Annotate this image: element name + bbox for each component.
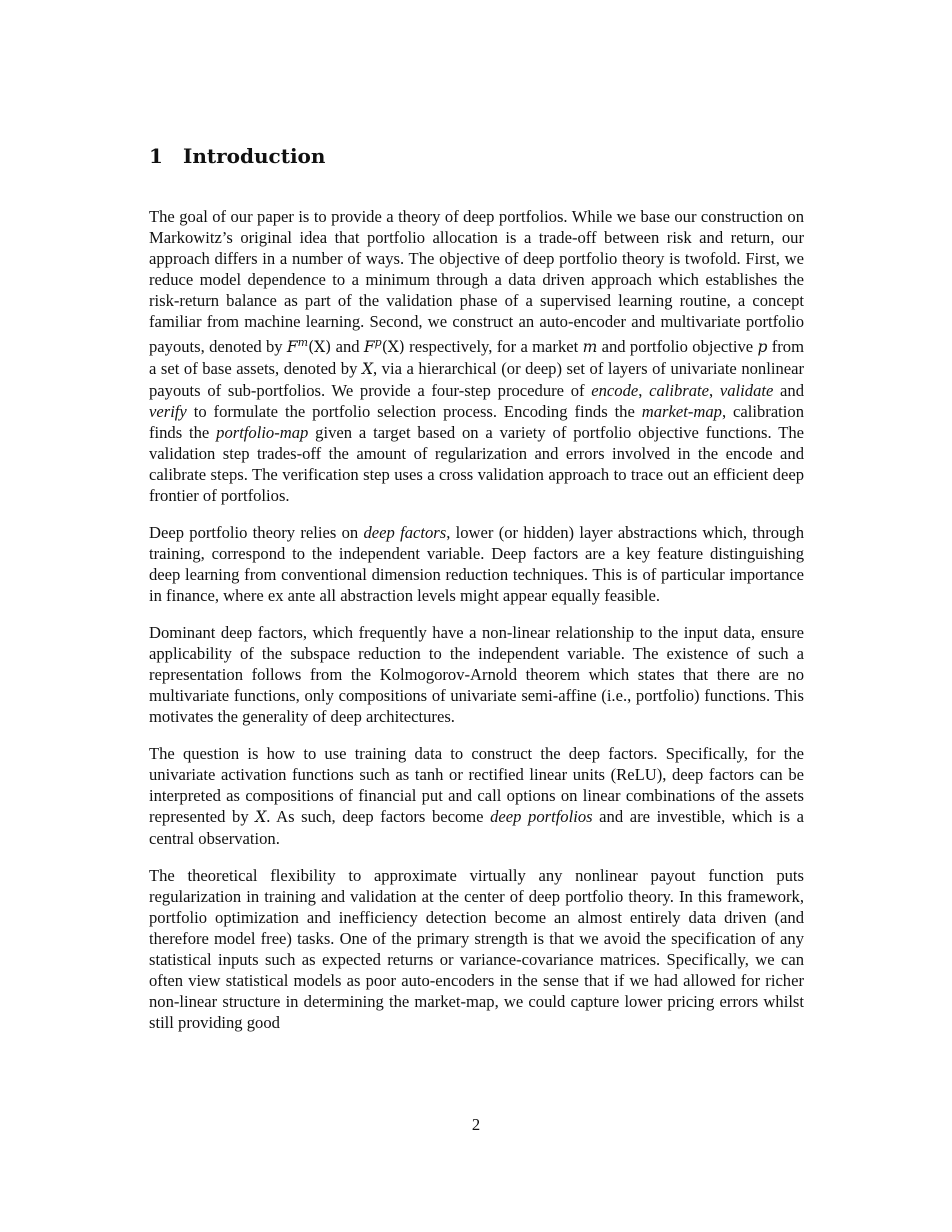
math-argument: (X)	[308, 338, 332, 356]
math-superscript: m	[297, 336, 309, 349]
emphasis-market-map: market-map	[641, 402, 722, 421]
math-argument: (X)	[381, 338, 405, 356]
emphasis-calibrate: calibrate	[649, 381, 710, 400]
paragraph-3: Dominant deep factors, which frequently have a non-linear relationship to the input data, ensure applicability of the subspace reduction to the independent variable. The existence of such a representation follows from the Kolmogorov-Arnold theorem which states that there are no multivariate functions, only compositions of univariate semi-affine (i.e., portfolio) functions. This motivates the generality of deep architectures.	[149, 623, 804, 726]
math-symbol: F	[363, 338, 375, 356]
math-p: p	[757, 338, 768, 356]
text-span: , via a hierarchical (or deep) set of layers of univariate nonlinear payouts of sub-portfolios. We provide a four-step procedure of	[149, 359, 805, 400]
text-span: ,	[638, 381, 650, 400]
math-superscript: p	[374, 336, 382, 349]
section-heading	[149, 144, 325, 168]
text-span: , calibration finds the	[149, 402, 804, 442]
emphasis-portfolio-map: portfolio-map	[216, 423, 309, 442]
text-span: given a target based on a variety of portfolio objective functions. The validation step trades-off the amount of regularization and errors involved in the encode and calibrate steps. The verification step uses a cross validation approach to trace out an efficient deep frontier of portfolios.	[149, 423, 804, 505]
text-span: and portfolio objective	[597, 337, 758, 356]
text-span: and are investible, which is a central observation.	[149, 807, 804, 848]
section-number: 1	[149, 144, 163, 168]
text-span: from a set of base assets, denoted by	[149, 337, 804, 378]
math-F-p-X	[364, 338, 405, 356]
text-span: The goal of our paper is to provide a theory of deep portfolios. While we base our construction on Markowitz’s original idea that portfolio allocation is a trade-off between risk and return, our approach differs in a number of ways. The objective of deep portfolio theory is twofold. First, we reduce model dependence to a minimum through a data driven approach which establishes the risk-return balance as part of the validation phase of a supervised learning routine, a concept familiar from machine learning. Second, we construct an auto-encoder and multivariate portfolio payouts, denoted by	[149, 207, 804, 356]
text-span: and	[331, 337, 364, 356]
math-symbol: F	[286, 338, 298, 356]
text-span: , lower (or hidden) layer abstractions which, through training, correspond to the independent variable. Deep factors are a key feature distinguishing deep learning from conventional dimension reduction techniques. This is of particular importance in finance, where ex ante all abstraction levels might appear equally feasible.	[149, 523, 804, 605]
section-title: Introduction	[183, 144, 326, 168]
paragraph-1	[149, 206, 804, 506]
math-X: X	[361, 360, 373, 378]
text-span: to formulate the portfolio selection process. Encoding finds the	[186, 402, 642, 421]
body-text	[149, 206, 804, 1033]
emphasis-verify: verify	[149, 402, 187, 421]
emphasis-deep-factors: deep factors	[363, 523, 447, 542]
text-span: ,	[709, 381, 720, 400]
text-span: respectively, for a market	[404, 337, 583, 356]
text-span: Deep portfolio theory relies on	[149, 523, 364, 542]
page-number: 2	[471, 1115, 481, 1134]
text-span: The question is how to use training data to construct the deep factors. Specifically, for the univariate activation functions such as tanh or rectified linear units (ReLU), deep factors can be interpreted as compositions of financial put and call options on linear combinations of the assets represented by	[149, 744, 804, 826]
math-m: m	[582, 338, 598, 356]
emphasis-deep-portfolios: deep portfolios	[490, 807, 593, 826]
emphasis-encode: encode	[591, 381, 639, 400]
emphasis-validate: validate	[719, 381, 774, 400]
text-span: and	[773, 381, 805, 400]
paragraph-2	[149, 522, 804, 606]
math-X: X	[255, 808, 267, 826]
math-F-m-X	[287, 338, 331, 356]
paragraph-5: The theoretical flexibility to approximate virtually any nonlinear payout function puts regularization in training and validation at the center of deep portfolio theory. In this framework, portfolio optimization and inefficiency detection become an almost entirely data driven (and therefore model free) tasks. One of the primary strength is that we avoid the specification of any statistical inputs such as expected returns or variance-covariance matrices. Specifically, we can often view statistical models as poor auto-encoders in the sense that if we had allowed for richer non-linear structure in determining the market-map, we could capture lower pricing errors whilst still providing good	[149, 866, 804, 1032]
paragraph-4	[149, 743, 804, 849]
text-span: . As such, deep factors become	[266, 807, 491, 826]
